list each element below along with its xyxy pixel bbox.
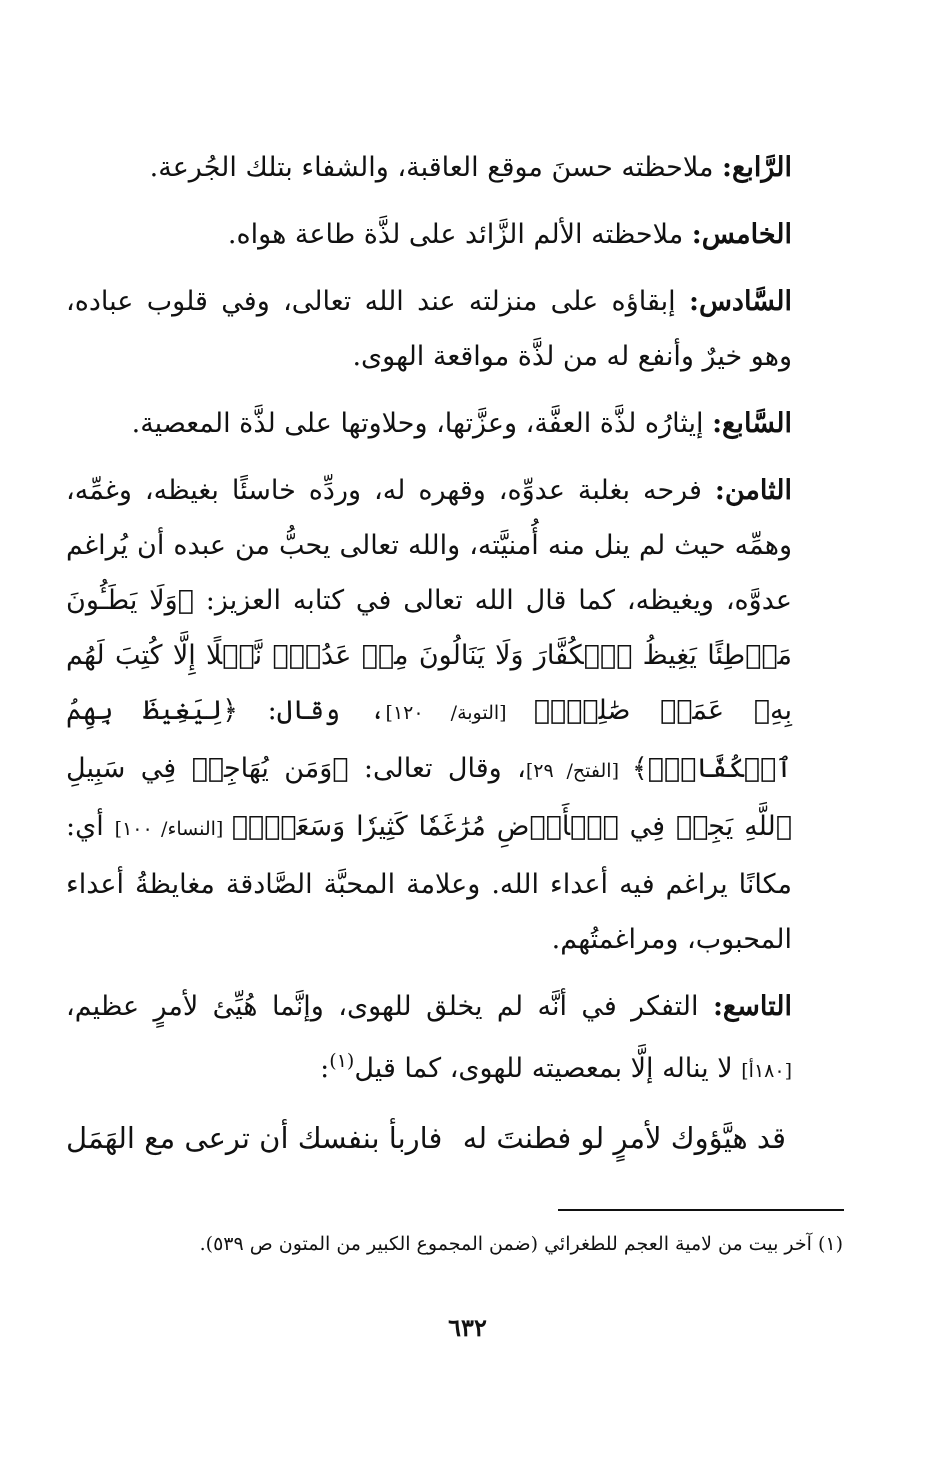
verse-reference: [التوبة/ ١٢٠]: [385, 702, 534, 724]
poem-first-hemistich: قد هيَّؤوك لأمرٍ لو فطنتَ له: [462, 1121, 786, 1155]
footnote: (١) آخر بيت من لامية العجم للطغرائي (ضمن المجموع الكبير من المتون ص ٥٣٩).: [199, 1233, 843, 1255]
paragraph-text: ملاحظته الألم الزَّائد على لذَّة طاعة هواه.: [227, 219, 692, 250]
paragraph-text: فرحه بغلبة عدوِّه، وقهره له، وردِّه خاسئًا بغيظه، وغمِّه، وهمِّه حيث لم ينل منه أُمنيَّته، والله تعالى يحبُّ من عبده أن يُراغم عدوَّه، ويغيظه، كما قال الله تعالى في كتابه العزيز:: [66, 475, 793, 616]
poem-verse: [66, 1111, 792, 1166]
quran-verse: ﴿وَلَا يَطَـُٔونَ مَوۡطِئًا يَغِيظُ ٱلۡكُفَّارَ وَلَا يَنَالُونَ مِنۡ عَدُوّٖ نَّيۡلًا إِلَّا كُتِبَ لَهُم بِهِۦ عَمَلٞ صَٰلِحٌۚ﴾: [66, 585, 792, 726]
paragraph-fifth: [66, 207, 792, 262]
paragraph-label: الخامس:: [691, 219, 792, 250]
paragraph-text: إبقاؤه على منزلته عند الله تعالى، وفي قلوب عباده، وهو خيرٌ وأنفع له من لذَّة مواقعة الهوى.: [66, 286, 792, 372]
paragraph-seventh: [66, 396, 792, 451]
paragraph-text: :: [320, 1053, 330, 1084]
verse-reference: [الفتح/ ٢٩]: [525, 760, 632, 782]
manuscript-folio-marker: [١٨٠أ]: [741, 1060, 792, 1082]
paragraph-label: الثامن:: [714, 475, 792, 506]
paragraph-ninth: [66, 979, 792, 1099]
verse-reference: [النساء/ ١٠٠]: [114, 818, 232, 840]
poem-second-hemistich: فاربأ بنفسك أن ترعى مع الهَمَل: [66, 1121, 443, 1155]
quran-verse: ﴿وَمَن يُهَاجِرۡ فِي سَبِيلِ ٱللَّهِ يَجِدۡ فِي ٱلۡأَرۡضِ مُرَٰغَمٗا كَثِيرٗا وَسَعَةٗۚ﴾: [66, 753, 792, 842]
page-body: [66, 140, 792, 1166]
paragraph-text: ملاحظته حسنَ موقع العاقبة، والشفاء بتلك الجُرعة.: [149, 152, 723, 183]
quran-verse: ﴿لِيَغِيظَ بِهِمُ ٱلۡكُفَّارَۗ﴾: [66, 695, 792, 784]
paragraph-text: ، وقال:: [238, 695, 386, 726]
paragraph-label: التاسع:: [712, 991, 792, 1022]
paragraph-text: ، وقال تعالى:: [348, 753, 526, 784]
paragraph-label: السَّابع:: [712, 408, 792, 439]
paragraph-label: السَّادس:: [689, 286, 792, 317]
paragraph-text: إيثارُه لذَّة العفَّة، وعزَّتها، وحلاوتها على لذَّة المعصية.: [131, 408, 713, 439]
paragraph-text: لا يناله إلَّا بمعصيته للهوى، كما قيل: [354, 1053, 742, 1084]
footnote-reference: (١): [329, 1050, 355, 1072]
paragraph-label: الرَّابع:: [722, 152, 792, 183]
paragraph-text: التفكر في أنَّه لم يخلق للهوى، وإنَّما هُيِّئ لأمرٍ عظيم،: [66, 991, 713, 1022]
paragraph-sixth: [66, 274, 792, 384]
page-number: ٦٣٢: [448, 1313, 487, 1342]
paragraph-eighth: [66, 463, 792, 967]
paragraph-fourth: [66, 140, 792, 195]
footnote-divider: [558, 1209, 844, 1211]
paragraph-text: أي: مكانًا يراغم فيه أعداء الله. وعلامة المحبَّة الصَّادقة مغايظةُ أعداء المحبوب، ومراغمتُهم.: [66, 811, 792, 955]
